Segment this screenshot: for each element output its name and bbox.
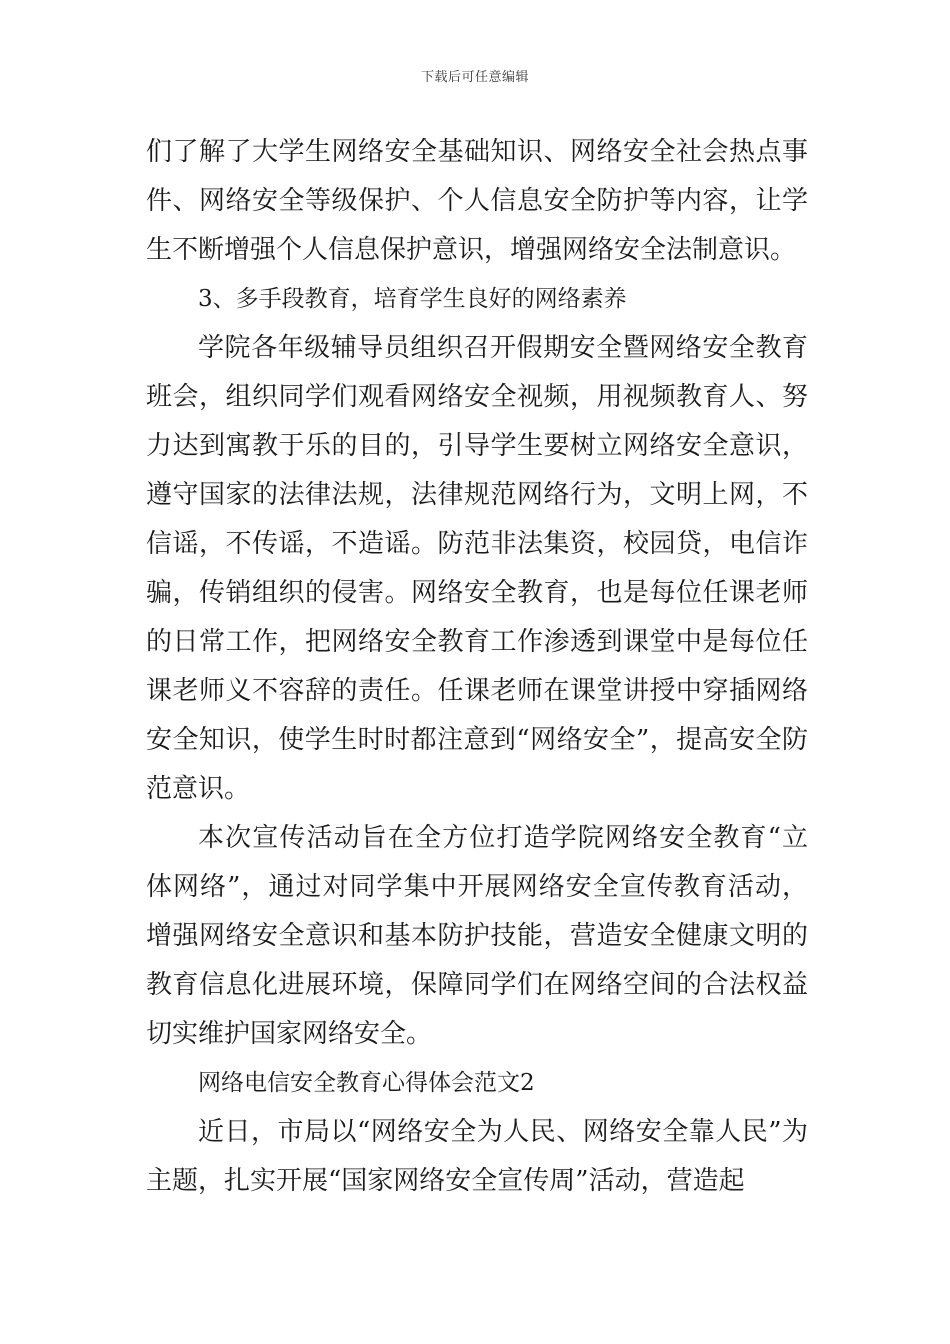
page-header: 下载后可任意编辑 (420, 70, 529, 85)
document-body (146, 128, 808, 1206)
paragraph-counselor-class: 学院各年级辅导员组织召开假期安全暨网络安全教育班会，组织同学们观看网络安全视频，用视频教育人、努力达到寓教于乐的目的，引导学生要树立网络安全意识，遵守国家的法律法规，法律规范网络行为，文明上网，不信谣，不传谣，不造谣。防范非法集资，校园贷，电信诈骗，传销组织的侵害。网络安全教育，也是每位任课老师的日常工作，把网络安全教育工作渗透到课堂中是每位任课老师义不容辞的责任。任课老师在课堂讲授中穿插网络安全知识，使学生时时都注意到“网络安全”，提高安全防范意识。 (146, 333, 808, 804)
paragraph-continuation: 们了解了大学生网络安全基础知识、网络安全社会热点事件、网络安全等级保护、个人信息安全防护等内容，让学生不断增强个人信息保护意识，增强网络安全法制意识。 (146, 137, 808, 265)
sample-essay-title: 网络电信安全教育心得体会范文2 (198, 1070, 535, 1096)
section-heading-3: 3、多手段教育，培育学生良好的网络素养 (198, 286, 627, 312)
paragraph-intro: 近日，市局以“网络安全为人民、网络安全靠人民”为主题，扎实开展“国家网络安全宣传周”活动，营造起 (146, 1117, 808, 1196)
paragraph-campaign-summary: 本次宣传活动旨在全方位打造学院网络安全教育“立体网络”，通过对同学集中开展网络安全宣传教育活动，增强网络安全意识和基本防护技能，营造安全健康文明的教育信息化进展环境，保障同学们在网络空间的合法权益切实维护国家网络安全。 (146, 823, 808, 1049)
